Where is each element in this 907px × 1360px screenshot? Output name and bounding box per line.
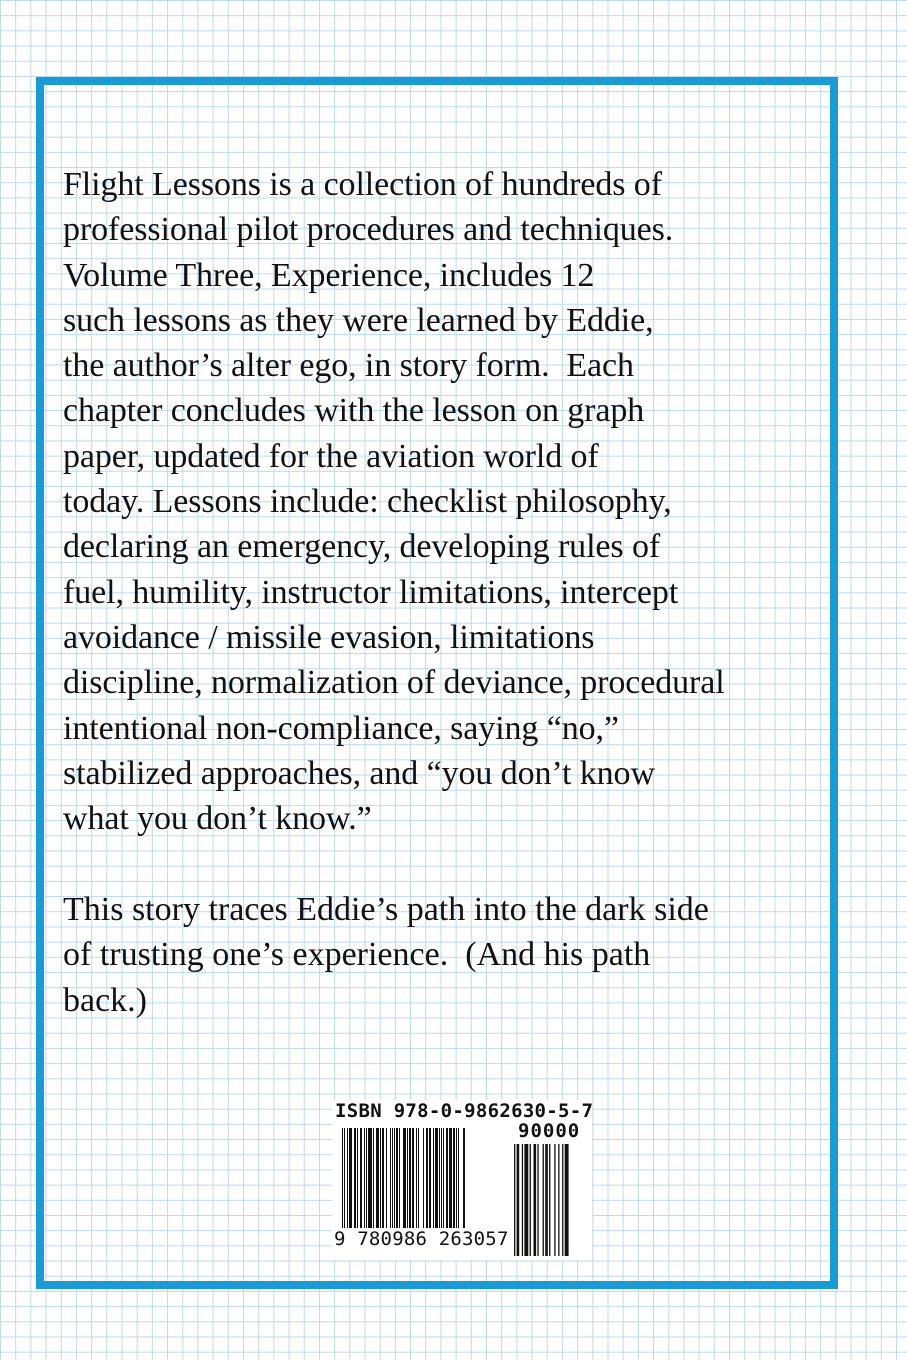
description-line: discipline, normalization of deviance, procedural [63,664,725,702]
barcode-bar [545,1144,548,1256]
barcode-bar [366,1128,367,1228]
barcode-bar [543,1144,544,1256]
barcode-bar [537,1144,538,1256]
barcode-bar [534,1144,537,1256]
description-line: what you don’t know.” [63,800,372,838]
barcode-bar [456,1128,457,1228]
barcode-bar [549,1144,550,1256]
barcode-bar [558,1144,559,1256]
story-summary [63,887,823,1023]
barcode-bar [354,1128,356,1228]
barcode-bar [517,1144,520,1256]
barcode-bar [446,1128,448,1228]
barcode-bar [435,1128,438,1228]
price-code: 90000 [518,1120,581,1142]
barcode-bar [392,1128,393,1228]
description-line: declaring an emergency, developing rules of [63,528,661,566]
description-line: Volume Three, Experience, includes 12 [63,256,595,294]
description-line: fuel, humility, instructor limitations, intercept [63,573,679,611]
barcode-bar [449,1128,452,1228]
barcode-bar [399,1128,400,1228]
barcode-bar [562,1144,563,1256]
barcode-bar [441,1128,442,1228]
barcode-bar [429,1128,431,1228]
story-line: back.) [63,981,148,1019]
isbn-label: ISBN 978-0-9862630-5-7 [335,1100,594,1122]
story-line: of trusting one’s experience. (And his path [63,936,651,974]
barcode-bar [364,1128,365,1228]
barcode-bar [396,1128,398,1228]
barcode-addon-bars [514,1144,589,1256]
description-line: such lessons as they were learned by Eddie, [63,301,654,339]
barcode-bar [403,1128,406,1228]
barcode-bar [376,1128,379,1228]
barcode-bar [380,1128,381,1228]
book-description [63,162,823,841]
barcode-digits: 9 780986 263057 [334,1228,509,1250]
barcode-bar [349,1128,352,1228]
barcode-bar [360,1128,362,1228]
barcode-bar [368,1128,372,1228]
barcode-bar [530,1144,531,1256]
barcode-bar [433,1128,434,1228]
description-line: stabilized approaches, and “you don’t know [63,754,655,792]
description-line: today. Lessons include: checklist philosophy, [63,483,672,521]
barcode-bar [453,1128,455,1228]
description-line: professional pilot procedures and techniques. [63,211,674,249]
description-line: avoidance / missile evasion, limitations [63,618,595,656]
barcode-bar [522,1144,523,1256]
barcode-bar [458,1128,459,1228]
barcode-bar [418,1128,419,1228]
barcode-bar [407,1128,408,1228]
barcode-bar [373,1128,374,1228]
barcode-bar [344,1128,345,1228]
barcode-bar [412,1128,414,1228]
barcode-bar [342,1128,343,1228]
barcode-bar [390,1128,391,1228]
isbn-barcode [332,1100,592,1260]
barcode-bar [426,1128,428,1228]
description-line: the author’s alter ego, in story form. Each [63,347,634,385]
barcode-bar [565,1144,569,1256]
description-line: intentional non-compliance, saying “no,” [63,709,619,747]
barcode-bar [386,1128,387,1228]
barcode-bar [463,1128,465,1228]
story-line: This story traces Eddie’s path into the dark side [63,891,709,928]
description-line: chapter concludes with the lesson on graph [63,392,645,430]
barcode-bar [443,1128,444,1228]
barcode-bar [554,1144,555,1256]
barcode-bar [347,1128,348,1228]
barcode-bar [439,1128,440,1228]
barcode-bar [382,1128,384,1228]
barcode-bar [394,1128,395,1228]
description-line: paper, updated for the aviation world of [63,437,599,475]
barcode-bar [514,1144,515,1256]
barcode-bar [409,1128,411,1228]
barcode-bar [524,1144,528,1256]
description-line: Flight Lessons is a collection of hundreds of [63,166,662,203]
barcode-bar [357,1128,358,1228]
barcode-bar [416,1128,417,1228]
barcode-bar [423,1128,424,1228]
